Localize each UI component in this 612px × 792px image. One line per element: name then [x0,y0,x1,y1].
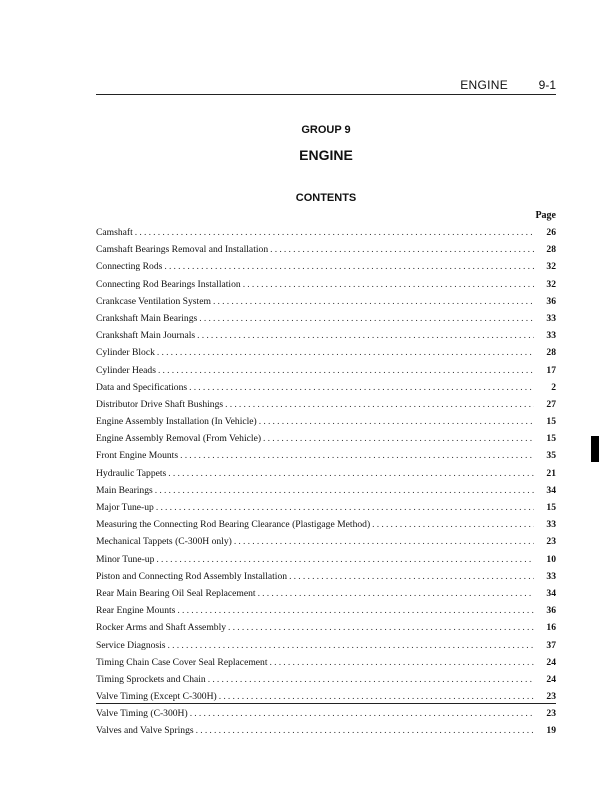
toc-entry-page: 16 [546,622,556,634]
toc-leader-dots [197,327,534,344]
toc-entry-page: 36 [546,605,556,617]
toc-entry-page: 17 [546,364,556,376]
toc-entry-page: 15 [546,502,556,513]
toc-leader-dots [208,671,534,688]
toc-entry[interactable] [96,258,556,275]
toc-leader-dots [156,499,534,516]
toc-leader-dots [168,465,534,482]
toc-leader-dots [196,722,534,739]
toc-entry-page: 27 [546,398,556,410]
toc-leader-dots [259,413,534,430]
toc-entry-page: 34 [546,587,556,599]
toc-entry[interactable] [96,413,556,430]
toc-entry-page: 2 [551,381,556,393]
toc-entry-title: Distributor Drive Shaft Bushings [96,398,224,410]
toc-entry[interactable] [96,447,556,464]
header-page-number: 9-1 [538,78,556,92]
toc-entry-page: 32 [546,278,556,290]
toc-entry[interactable] [96,551,556,568]
toc-leader-dots [289,568,534,585]
toc-entry-page: 21 [546,467,556,479]
toc-entry-page: 28 [546,347,556,359]
toc-entry-page: 10 [546,553,556,565]
toc-entry-page: 15 [546,416,556,428]
toc-entry-page: 19 [546,725,556,737]
toc-leader-dots [164,258,534,275]
toc-entry-title: Camshaft Bearings Removal and Installation [96,244,269,256]
toc-entry-page: 24 [546,656,556,668]
table-of-contents [96,224,556,740]
toc-entry-page: 26 [546,227,556,238]
group-title: GROUP 9 [301,124,351,136]
toc-entry[interactable] [96,602,556,619]
toc-entry-title: Service Diagnosis [96,639,166,651]
running-header [96,78,556,95]
toc-entry[interactable] [96,276,556,293]
toc-entry[interactable] [96,654,556,671]
toc-entry[interactable] [96,396,556,413]
header-section-title: ENGINE [460,78,508,92]
toc-entry-title: Hydraulic Tappets [96,467,167,479]
toc-entry-title: Engine Assembly Removal (From Vehicle) [96,433,262,445]
toc-entry[interactable] [96,705,556,722]
toc-entry[interactable] [96,344,556,361]
toc-entry-page: 34 [546,484,556,496]
toc-leader-dots [225,396,534,413]
toc-entry[interactable] [96,430,556,447]
toc-entry[interactable] [96,310,556,327]
toc-entry-title: Timing Sprockets and Chain [96,673,206,685]
toc-entry[interactable] [96,482,556,499]
toc-entry-title: Engine Assembly Installation (In Vehicle) [96,416,257,428]
toc-entry-title: Camshaft [96,227,133,238]
toc-entry[interactable] [96,293,556,310]
toc-leader-dots [180,447,534,464]
toc-entry-page: 32 [546,261,556,273]
toc-leader-dots [213,293,534,310]
toc-entry-title: Mechanical Tappets (C-300H only) [96,536,232,548]
contents-heading: CONTENTS [295,192,357,204]
toc-entry-title: Cylinder Block [96,347,155,359]
toc-entry-title: Cylinder Heads [96,364,156,376]
toc-entry-page: 23 [546,536,556,548]
toc-entry-page: 28 [546,244,556,256]
toc-entry-title: Main Bearings [96,484,153,496]
toc-leader-dots [156,551,534,568]
section-thumb-tab [591,436,599,462]
toc-leader-dots [270,654,534,671]
toc-leader-dots [158,362,534,379]
toc-leader-dots [177,602,534,619]
toc-entry[interactable] [96,465,556,482]
toc-entry-page: 23 [546,708,556,720]
toc-entry-title: Valves and Valve Springs [96,725,194,737]
toc-leader-dots [157,344,534,361]
toc-entry-page: 23 [546,691,556,703]
toc-entry[interactable] [96,533,556,550]
toc-leader-dots [189,379,534,396]
toc-entry-page: 24 [546,673,556,685]
toc-leader-dots [190,705,534,722]
toc-entry-page: 33 [546,570,556,582]
toc-entry[interactable] [96,499,556,516]
toc-entry-title: Rocker Arms and Shaft Assembly [96,622,227,634]
toc-entry-title: Piston and Connecting Rod Assembly Installation [96,570,288,582]
toc-leader-dots [258,585,534,602]
toc-entry[interactable] [96,585,556,602]
toc-entry-page: 36 [546,295,556,307]
toc-leader-dots [243,276,534,293]
toc-leader-dots [263,430,534,447]
toc-entry-page: 33 [546,330,556,342]
toc-entry[interactable] [96,722,556,739]
toc-entry-title: Crankcase Ventilation System [96,295,211,307]
bottom-rule [96,703,556,704]
toc-entry[interactable] [96,327,556,344]
toc-entry-title: Measuring the Connecting Rod Bearing Clearance (Plastigage Method) [96,519,371,531]
toc-entry-title: Major Tune-up [96,502,154,513]
toc-entry-title: Connecting Rod Bearings Installation [96,278,241,290]
toc-entry-title: Rear Main Bearing Oil Seal Replacement [96,587,256,599]
toc-entry[interactable] [96,241,556,258]
toc-leader-dots [168,637,534,654]
toc-entry-title: Connecting Rods [96,261,163,273]
toc-entry-title: Timing Chain Case Cover Seal Replacement [96,656,268,668]
page-column-label: Page [535,210,556,221]
toc-leader-dots [199,310,534,327]
toc-entry-title: Valve Timing (C-300H) [96,708,188,720]
toc-leader-dots [234,533,534,550]
toc-entry-title: Rear Engine Mounts [96,605,176,617]
toc-leader-dots [135,224,534,241]
toc-entry[interactable] [96,379,556,396]
toc-entry[interactable] [96,619,556,636]
toc-entry-title: Crankshaft Main Journals [96,330,196,342]
group-name: ENGINE [299,147,353,163]
toc-entry[interactable] [96,362,556,379]
toc-entry[interactable] [96,568,556,585]
toc-entry-page: 33 [546,519,556,531]
toc-leader-dots [372,516,534,533]
toc-entry-title: Minor Tune-up [96,553,155,565]
toc-entry[interactable] [96,516,556,533]
toc-entry-title: Valve Timing (Except C-300H) [96,691,217,703]
toc-entry-page: 15 [546,433,556,445]
toc-entry-title: Crankshaft Main Bearings [96,312,198,324]
toc-entry[interactable] [96,637,556,654]
toc-leader-dots [228,619,534,636]
toc-entry[interactable] [96,671,556,688]
toc-entry[interactable] [96,224,556,241]
toc-leader-dots [270,241,534,258]
toc-entry-page: 35 [546,450,556,462]
toc-entry-title: Front Engine Mounts [96,450,179,462]
toc-entry-title: Data and Specifications [96,381,188,393]
toc-leader-dots [155,482,534,499]
toc-entry-page: 37 [546,639,556,651]
toc-entry-page: 33 [546,312,556,324]
